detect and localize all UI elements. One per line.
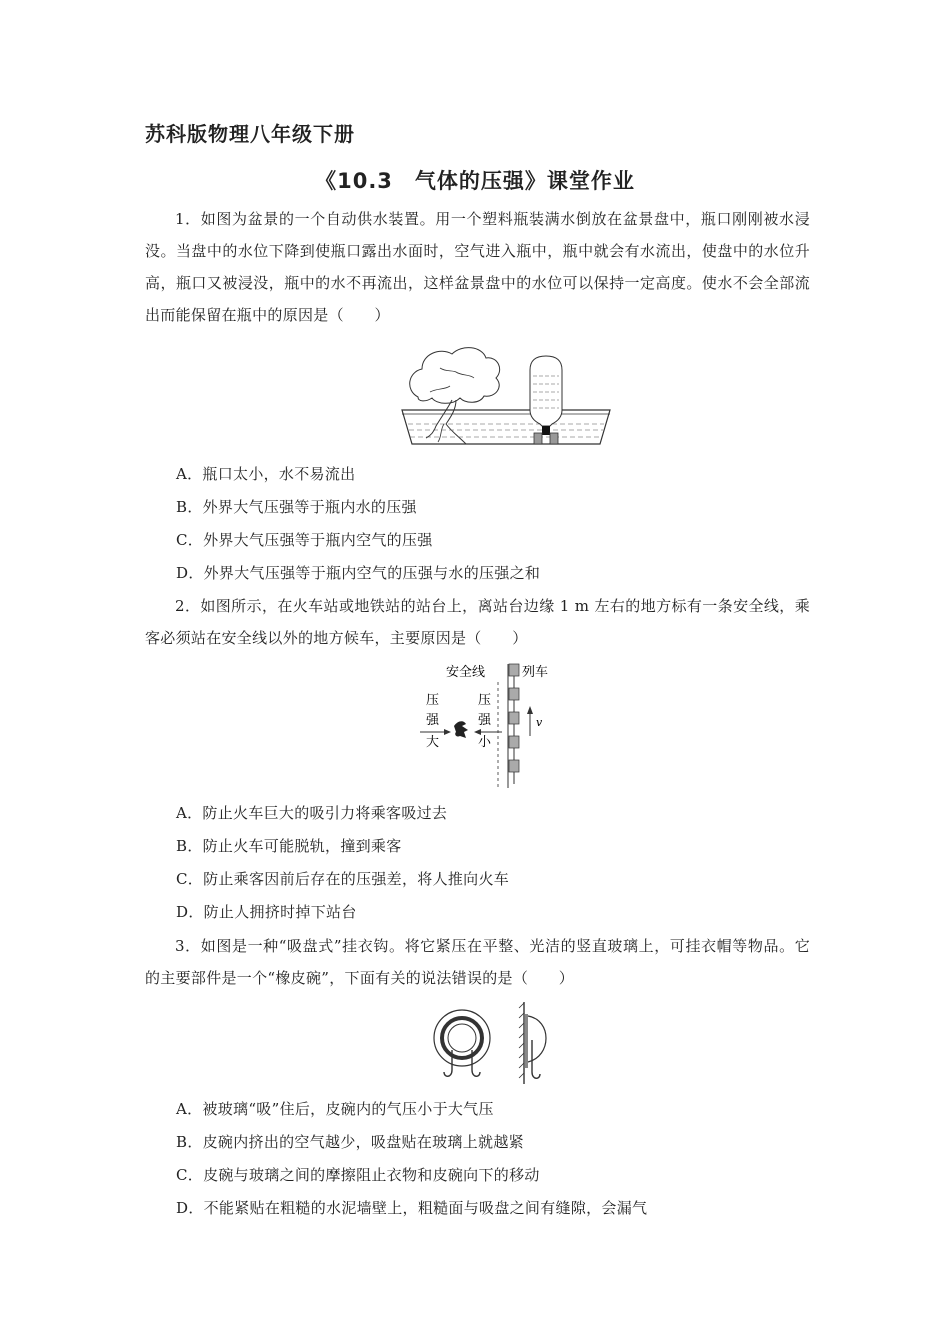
safety-line-label: 安全线 xyxy=(446,665,486,680)
train-safety-line-figure xyxy=(418,660,558,792)
suction-hook-figure xyxy=(428,1000,558,1086)
left-pressure-label-2: 强 xyxy=(426,713,440,728)
right-pressure-label-1: 压 xyxy=(478,693,492,708)
bonsai-water-supply-figure xyxy=(400,342,615,454)
q3-option-a[interactable]: A．被玻璃“吸”住后，皮碗内的气压小于大气压 xyxy=(176,1100,494,1118)
q2-option-a[interactable]: A．防止火车巨大的吸引力将乘客吸过去 xyxy=(176,804,448,822)
q1-option-a[interactable]: A．瓶口太小，水不易流出 xyxy=(176,465,356,483)
q2-option-b[interactable]: B．防止火车可能脱轨，撞到乘客 xyxy=(176,837,402,855)
q2-option-d[interactable]: D．防止人拥挤时掉下站台 xyxy=(176,903,357,921)
right-pressure-label-2: 强 xyxy=(478,713,492,728)
header-title: 苏科版物理八年级下册 xyxy=(145,122,355,146)
q3-option-d[interactable]: D．不能紧贴在粗糙的水泥墙壁上，粗糙面与吸盘之间有缝隙，会漏气 xyxy=(176,1199,648,1217)
left-pressure-label-1: 压 xyxy=(426,693,440,708)
question-1-stem: 1．如图为盆景的一个自动供水装置。用一个塑料瓶装满水倒放在盆景盘中，瓶口刚刚被水浸没。当盘中的水位下降到使瓶口露出水面时，空气进入瓶中，瓶中就会有水流出，使盘中的水位升高，瓶口又被浸没，瓶中的水不再流出，这样盆景盘中的水位可以保持一定高度。使水不会全部流出而能保留在瓶中的原因是（ ） xyxy=(145,210,810,324)
question-3-stem: 3．如图是一种“吸盘式”挂衣钩。将它紧压在平整、光洁的竖直玻璃上，可挂衣帽等物品。它的主要部件是一个“橡皮碗”，下面有关的说法错误的是（ ） xyxy=(145,937,810,987)
document-title: 《10.3 气体的压强》课堂作业 xyxy=(315,169,635,193)
q1-option-b[interactable]: B．外界大气压强等于瓶内水的压强 xyxy=(176,498,417,516)
velocity-label: v xyxy=(536,716,543,729)
left-pressure-label-3: 大 xyxy=(426,735,440,750)
train-label: 列车 xyxy=(522,665,549,680)
q2-option-c[interactable]: C．防止乘客因前后存在的压强差，将人推向火车 xyxy=(176,870,510,888)
question-2-stem: 2．如图所示，在火车站或地铁站的站台上，离站台边缘 1 m 左右的地方标有一条安全线，乘客必须站在安全线以外的地方候车，主要原因是（ ） xyxy=(145,597,810,647)
q1-option-d[interactable]: D．外界大气压强等于瓶内空气的压强与水的压强之和 xyxy=(176,564,541,582)
right-pressure-label-3: 小 xyxy=(478,735,492,750)
q3-option-b[interactable]: B．皮碗内挤出的空气越少，吸盘贴在玻璃上就越紧 xyxy=(176,1133,524,1151)
passenger-icon xyxy=(454,721,468,738)
q3-option-c[interactable]: C．皮碗与玻璃之间的摩擦阻止衣物和皮碗向下的移动 xyxy=(176,1166,540,1184)
q1-option-c[interactable]: C．外界大气压强等于瓶内空气的压强 xyxy=(176,531,433,549)
